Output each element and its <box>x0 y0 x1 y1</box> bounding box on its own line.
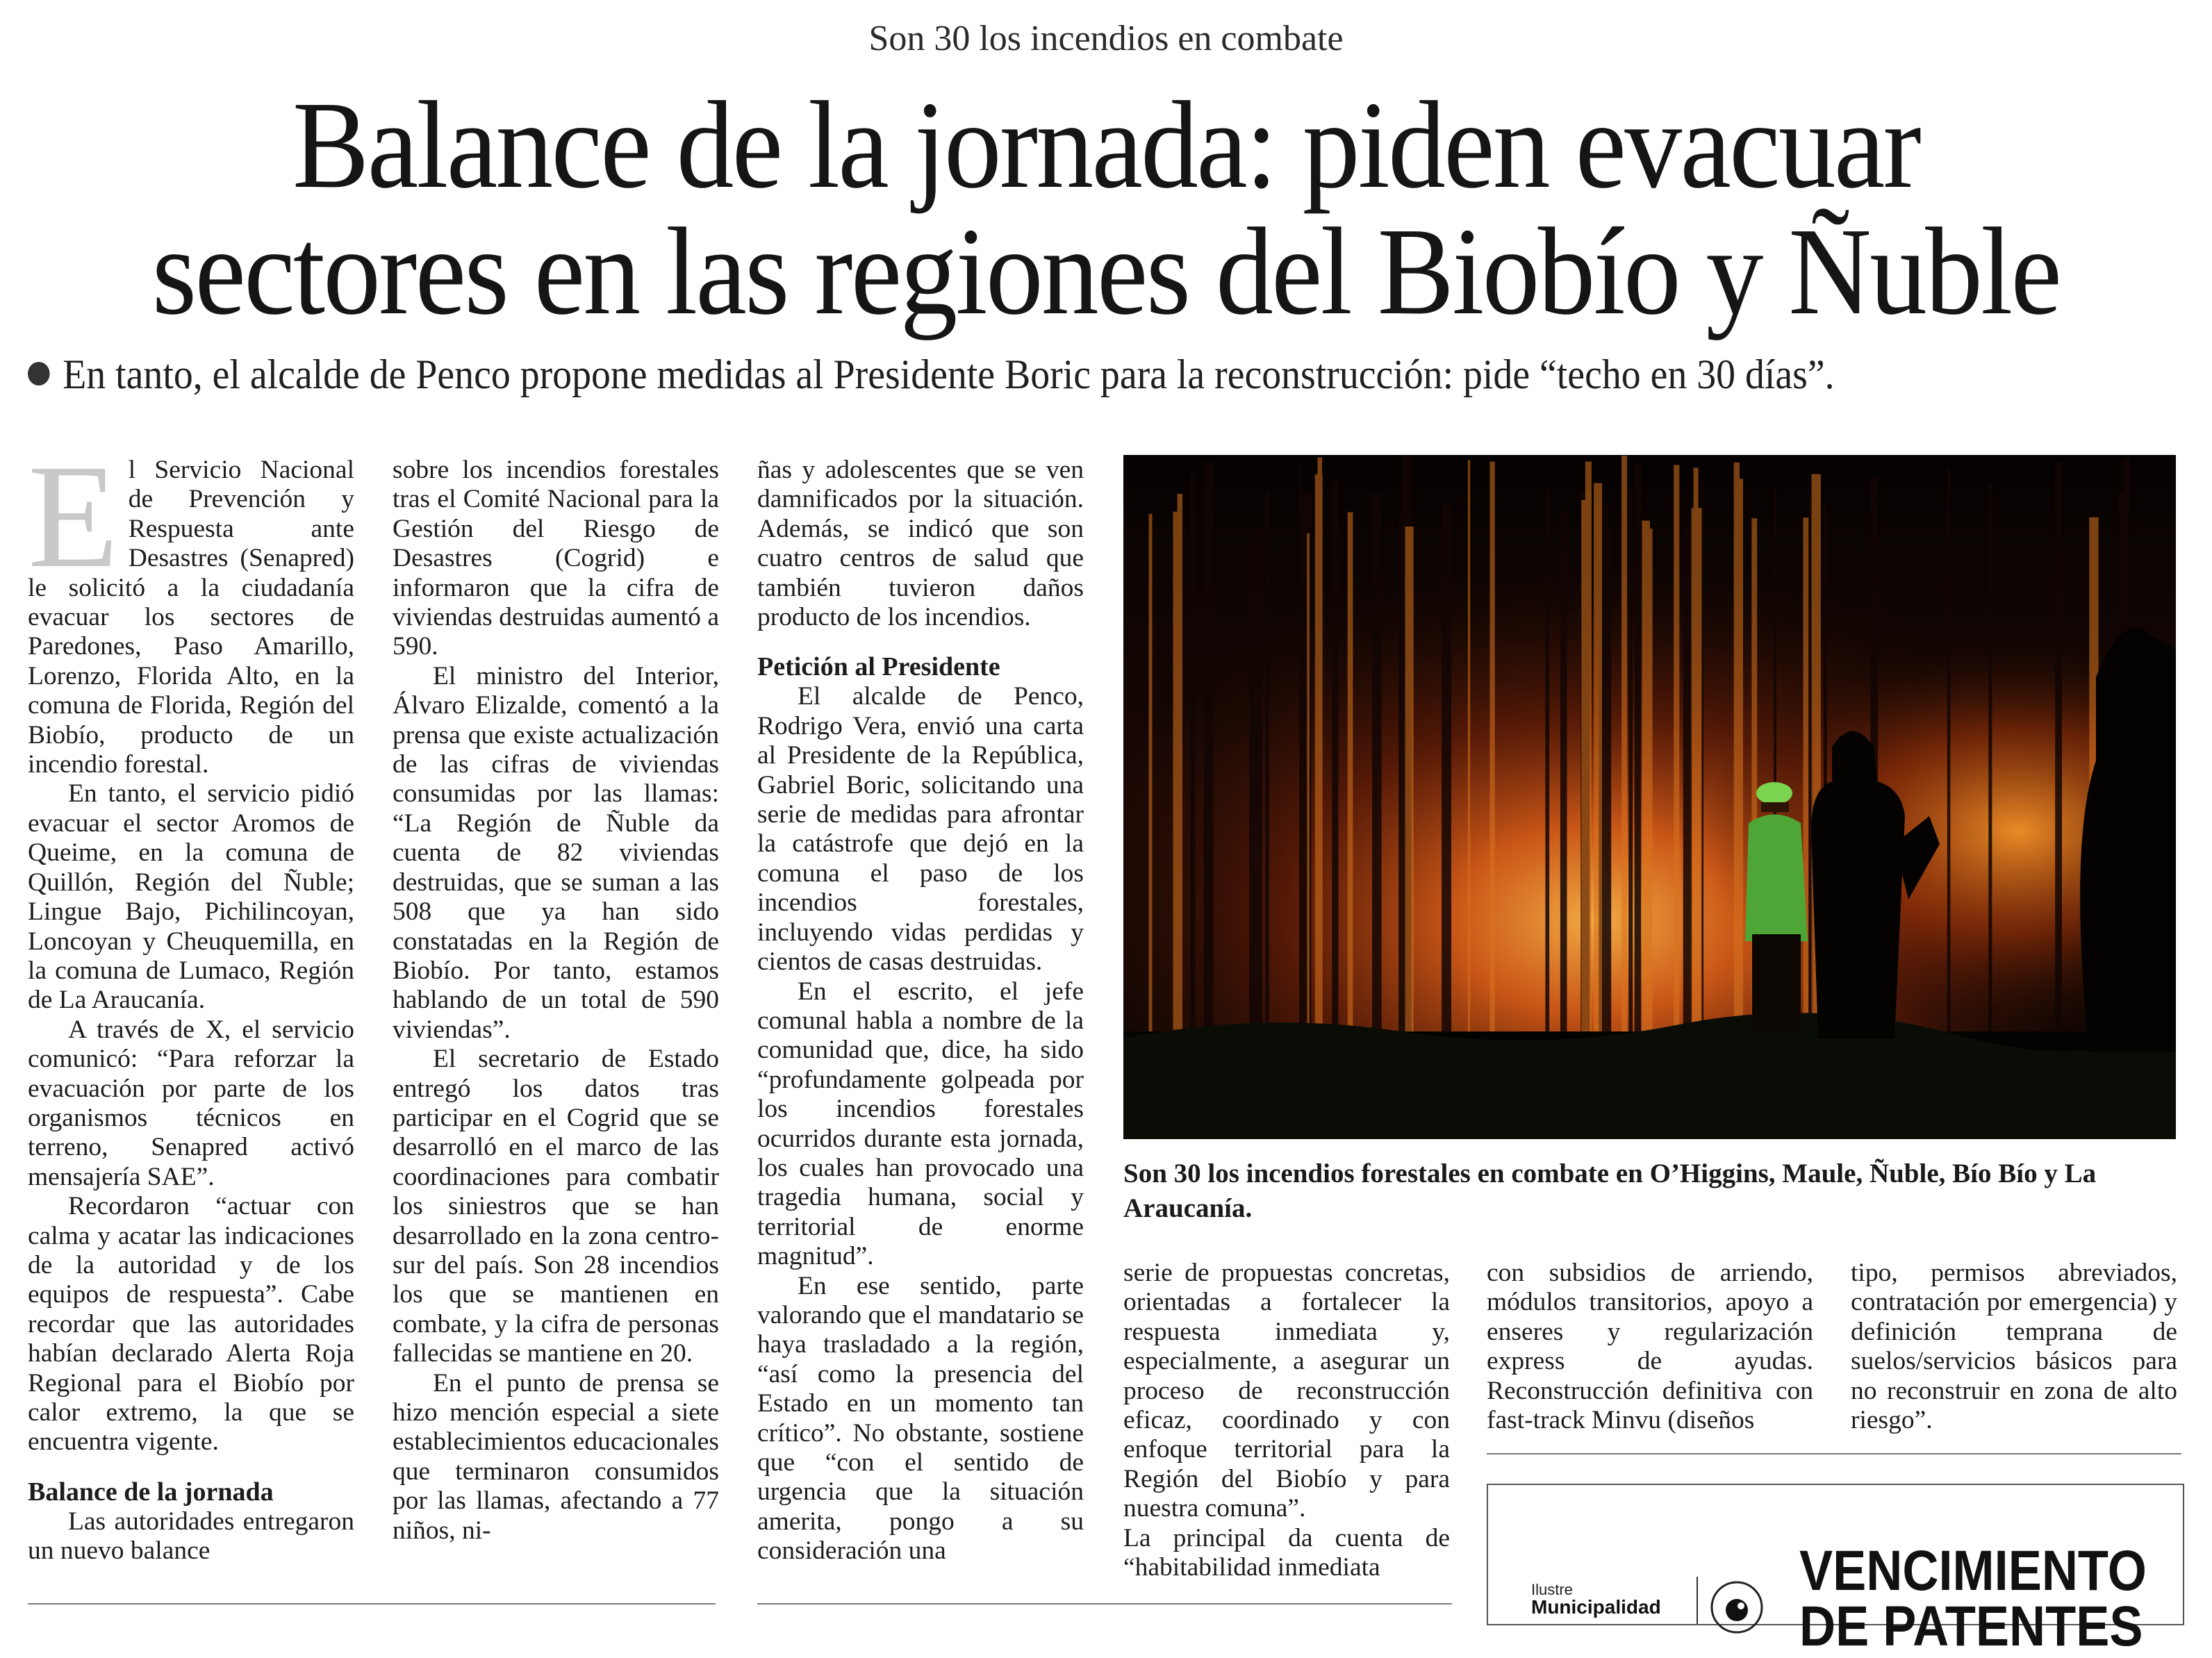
tree-trunk <box>1638 479 1641 1076</box>
col4-paragraph-1: serie de propuestas concretas, orientadas a fortalecer la respuesta inmediata y, especialmente, a asegurar un proceso de reconstrucción eficaz, coordinado y con enfoque territorial para la Región del Biobío y para nuestra comuna”. <box>1123 1259 1450 1523</box>
text-column-1 <box>28 434 354 1566</box>
col1-paragraph-2: En tanto, el servicio pidió evacuar el sector Aromos de Queime, en la comuna de Quillón, Región del Ñuble; Lingue Bajo, Pichilincoyan, Loncoyan y Cheuquemilla, en la comuna de Lumaco, Región de La Araucanía. <box>28 779 354 1015</box>
bullet-dot-icon <box>28 362 50 386</box>
text-column-6 <box>1851 1259 2177 1435</box>
tree-trunk <box>1734 463 1740 1060</box>
col1-paragraph-1: l Servicio Nacional de Prevención y Respuesta ante Desastres (Senapred) le solicitó a la ciudadanía evacuar los sectores de Paredones, Paso Amarillo, Lorenzo, Florida Alto, en la comuna de Florida, Región del Biobío, producto de un incendio forestal. <box>28 456 354 779</box>
tree-trunk <box>1442 505 1451 1102</box>
subhead-text: En tanto, el alcalde de Penco propone medidas al Presidente Boric para la reconstrucción: pide “techo en 30 días”. <box>63 351 1835 397</box>
tree-trunk <box>1490 462 1495 1059</box>
ad-muni-label: Ilustre <box>1531 1581 1573 1598</box>
divider-rule <box>1487 1453 2181 1454</box>
col2-paragraph-2: El ministro del Interior, Álvaro Elizalde, comentó a la prensa que existe actualización de las cifras de viviendas consumidas por las llamas: “La Región de Ñuble da cuenta de 82 viviendas destruidas, que se suman a las 508 que ya han sido constatadas en la Región de Biobío. Por tanto, estamos hablando de un total de 590 viviendas”. <box>393 661 719 1044</box>
tree-trunk <box>1301 492 1312 1090</box>
col3-paragraph-2: El alcalde de Penco, Rodrigo Vera, envió una carta al Presidente de la República, Gabriel Boric, solicitando una serie de medidas para afrontar la catástrofe que dejó en la comuna el paso de los incendios forestales, incluyendo vidas perdidas y cientos de casas destruidas. <box>757 682 1084 977</box>
headline-line-2: sectores en las regiones del Biobío y Ñuble <box>151 202 2061 340</box>
tree-trunk <box>1947 469 1951 1066</box>
text-column-5 <box>1487 1259 1813 1435</box>
ad-separator <box>1697 1577 1698 1624</box>
section-heading-balance: Balance de la jornada <box>28 1477 274 1507</box>
tree-trunk <box>1332 481 1338 1079</box>
col1-paragraph-5: Las autoridades entregaron un nuevo balance <box>28 1507 354 1566</box>
tree-trunk <box>1178 494 1182 1091</box>
section-heading-peticion: Petición al Presidente <box>757 652 1000 682</box>
text-column-3 <box>757 456 1084 1566</box>
tree-trunk <box>1545 488 1549 1085</box>
col2-paragraph-1: sobre los incendios forestales tras el Comité Nacional para la Gestión del Riesgo de Desastres (Cogrid) e informaron que la cifra de viviendas destruidas aumentó a 590. <box>393 456 719 661</box>
tree-trunk <box>1265 492 1269 1090</box>
article-kicker: Son 30 los incendios en combate <box>868 19 1344 58</box>
text-column-4 <box>1123 1259 1450 1582</box>
tree-trunk <box>1204 462 1214 1059</box>
divider-rule <box>757 1603 1452 1605</box>
col5-paragraph-1: con subsidios de arriendo, módulos transitorios, apoyo a enseres y regularización express de ayudas. Reconstrucción definitiva con fast-track Minvu (diseños <box>1487 1259 1813 1435</box>
article-headline <box>114 76 2098 340</box>
tree-trunk <box>2055 462 2062 1059</box>
tree-trunk <box>1988 483 1992 1081</box>
col4-paragraph-2: La principal da cuenta de “habitabilidad inmediata <box>1123 1523 1450 1582</box>
col3-paragraph-4: En ese sentido, parte valorando que el mandatario se haya trasladado a la región, “así como la presencia del Estado en un momento tan crítico”. No obstante, sostiene que “con el sentido de urgencia que la situación amerita, pongo a su consideración una <box>757 1271 1084 1566</box>
tree-trunk <box>1149 514 1153 1111</box>
col1-paragraph-4: Recordaron “actuar con calma y acatar las indicaciones de la autoridad y de los equipos de respuesta”. Cabe recordar que las autoridades habían declarado Alerta Roja Regional para el Biobío por calor extremo, la que se encuentra vigente. <box>28 1192 354 1457</box>
tree-trunk <box>1594 483 1602 1081</box>
ad-title <box>1799 1539 2147 1658</box>
tree-trunk <box>1372 495 1382 1092</box>
tree-trunk <box>1315 474 1323 1072</box>
col6-paragraph-1: tipo, permisos abreviados, contratación por emergencia) y definición temprana de suelos/servicios básicos para no reconstruir en zona de alto riesgo”. <box>1851 1259 2177 1435</box>
tree-trunk <box>1299 462 1301 1059</box>
article-subhead <box>28 351 1835 399</box>
tree-trunk <box>1621 456 1627 1053</box>
text-column-2 <box>393 456 719 1545</box>
headline-line-1: Balance de la jornada: piden evacuar <box>292 76 1920 214</box>
tree-trunk <box>1468 460 1470 1057</box>
col2-paragraph-4: En el punto de prensa se hizo mención especial a siete establecimientos educacionales que terminaron consumidos por las llamas, afectando a 77 niños, ni- <box>393 1368 719 1545</box>
tree-trunk <box>1560 511 1567 1109</box>
col3-paragraph-1: ñas y adolescentes que se ven damnificados por la situación. Además, se indicó que son cuatro centros de salud que también tuvieron daños producto de los incendios. <box>757 456 1084 632</box>
ad-title-line-1: VENCIMIENTO <box>1799 1539 2147 1602</box>
tree-trunk <box>1348 512 1353 1109</box>
drop-cap: E <box>28 434 119 599</box>
ad-title-line-2: DE PATENTES <box>1799 1595 2143 1658</box>
wildfire-photo <box>1123 455 2176 1139</box>
col1-paragraph-3: A través de X, el servicio comunicó: “Para reforzar la evacuación por parte de los organismos técnicos en terreno, Senapred activó mensajería SAE”. <box>28 1015 354 1191</box>
col2-paragraph-3: El secretario de Estado entregó los datos tras participar en el Cogrid que se desarrolló en el marco de las coordinaciones para combatir los siniestros que se han desarrollado en la zona centro-sur del país. Son 28 incendios los que se mantienen en combate, y la cifra de personas fallecidas se mantiene en 20. <box>393 1045 719 1368</box>
photo-caption: Son 30 los incendios forestales en combate en O’Higgins, Maule, Ñuble, Bío Bío y La Araucanía. <box>1123 1159 2097 1223</box>
municipal-ad[interactable] <box>1487 1484 2184 1658</box>
municipal-seal-icon <box>1709 1580 1765 1635</box>
col3-paragraph-3: En el escrito, el jefe comunal habla a nombre de la comunidad que, dice, ha sido “profundamente golpeada por los incendios forestales ocurridos durante esta jornada, los cuales han provocado una tragedia humana, social y territorial de enorme magnitud”. <box>757 977 1084 1271</box>
tree-trunk <box>1692 508 1702 1105</box>
tree-trunk <box>1628 488 1633 1086</box>
divider-rule <box>28 1603 716 1605</box>
ad-muni-name: Municipalidad <box>1531 1596 1661 1618</box>
tree-trunk <box>1190 474 1195 1072</box>
tree-trunk <box>1674 465 1679 1062</box>
